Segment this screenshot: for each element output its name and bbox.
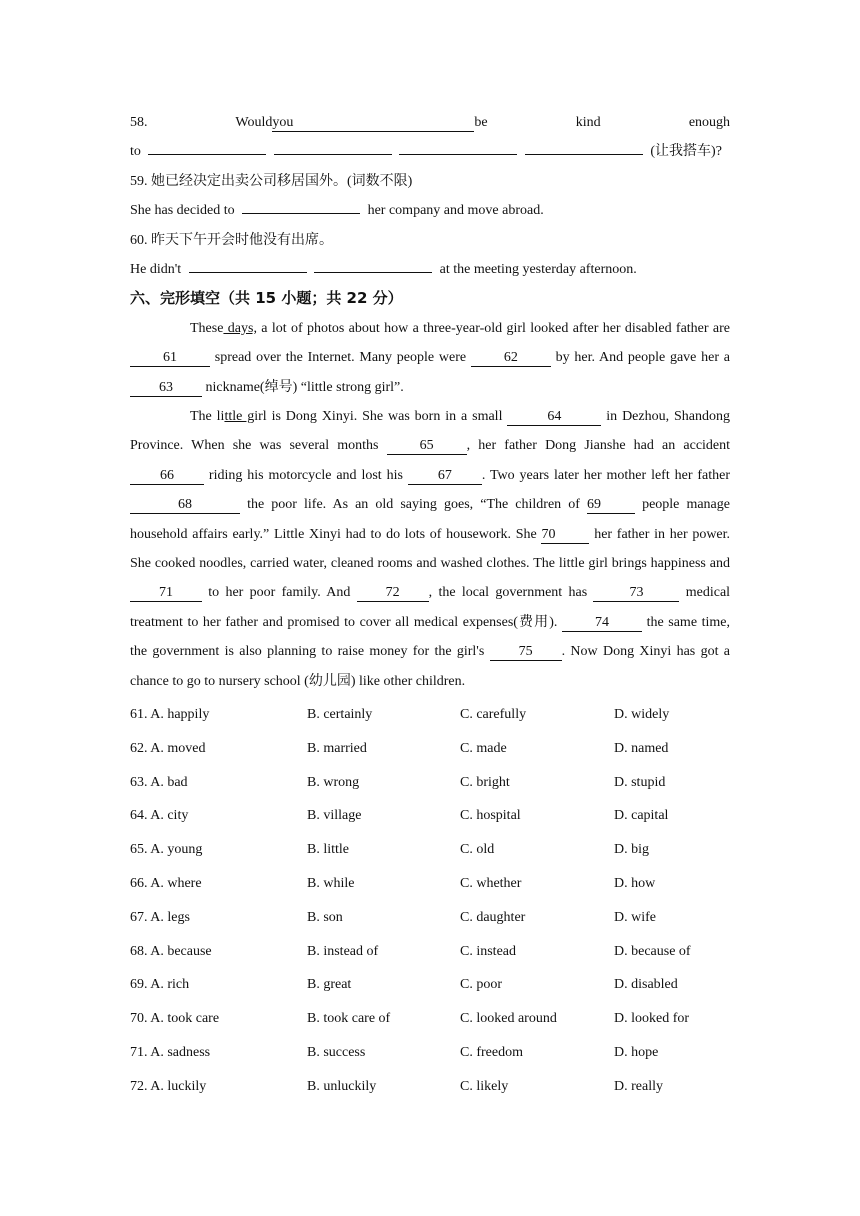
option-choice[interactable]: C. carefully (460, 707, 527, 723)
option-choice[interactable]: 61. A. happily (130, 707, 210, 723)
q58-blank[interactable]: you (272, 115, 474, 132)
q58-word-would: Wouldyou be (235, 115, 488, 130)
option-choice[interactable]: B. success (307, 1044, 366, 1060)
q59-sentence: She has decided to her company and move abroad. (130, 196, 730, 225)
option-choice[interactable]: B. little (307, 842, 349, 858)
option-choice[interactable]: C. instead (460, 943, 516, 959)
option-choice[interactable]: C. daughter (460, 909, 526, 925)
option-choice[interactable]: B. wrong (307, 774, 360, 790)
blank-61[interactable]: 61 (130, 350, 210, 367)
option-row (130, 867, 730, 901)
option-choice[interactable]: D. widely (614, 707, 670, 723)
option-choice[interactable]: B. married (307, 740, 367, 756)
option-choice[interactable]: D. looked for (614, 1011, 690, 1027)
blank-62[interactable]: 62 (471, 350, 551, 367)
option-choice[interactable]: 65. A. young (130, 842, 203, 858)
option-row (130, 935, 730, 969)
option-choice[interactable]: B. certainly (307, 707, 373, 723)
option-choice[interactable]: C. poor (460, 977, 502, 993)
option-row (130, 1070, 730, 1104)
option-choice[interactable]: 71. A. sadness (130, 1044, 211, 1060)
option-choice[interactable]: 66. A. where (130, 876, 202, 891)
q58-line-1 (130, 108, 730, 137)
option-row (130, 968, 730, 1002)
option-choice[interactable]: B. village (307, 808, 362, 824)
option-choice[interactable]: 67. A. legs (130, 909, 190, 925)
q58-to: to (130, 144, 141, 160)
option-choice[interactable]: 72. A. luckily (130, 1078, 207, 1094)
option-choice[interactable]: 69. A. rich (130, 977, 190, 993)
option-choice[interactable]: C. whether (460, 876, 522, 891)
passage-paragraph-1: These days, a lot of photos about how a three-year-old girl looked after her disabled father are 61 spread over the Internet. Many people were 62 by her. And people gave her a 63 nickname(绰号) “little strong girl”. (130, 314, 730, 402)
blank-64[interactable]: 64 (507, 409, 601, 426)
blank-66[interactable]: 66 (130, 468, 204, 485)
option-choice[interactable]: B. son (307, 909, 343, 925)
option-row (130, 833, 730, 867)
blank-69[interactable]: 69 (587, 497, 635, 514)
option-choice[interactable]: D. disabled (614, 977, 678, 993)
option-choice[interactable]: C. bright (460, 774, 510, 790)
blank-71[interactable]: 71 (130, 585, 202, 602)
worksheet-page (130, 108, 730, 1104)
blank-63[interactable]: 63 (130, 380, 202, 397)
option-choice[interactable]: D. really (614, 1078, 663, 1094)
q58-blank-4[interactable] (525, 138, 643, 155)
q58-blank-1[interactable] (148, 138, 266, 155)
option-choice[interactable]: B. while (307, 876, 355, 891)
q58-number: 58. (130, 115, 148, 130)
answer-options (130, 698, 730, 1104)
option-choice[interactable]: C. old (460, 842, 495, 858)
option-choice[interactable]: 62. A. moved (130, 740, 206, 756)
option-row (130, 698, 730, 732)
q60-sentence: He didn't at the meeting yesterday afternoon. (130, 255, 730, 284)
option-choice[interactable]: B. took care of (307, 1011, 391, 1027)
q60-prompt: 60. 昨天下午开会时他没有出席。 (130, 232, 333, 248)
option-row (130, 1036, 730, 1070)
q58-hint: (让我搭车)? (650, 144, 722, 160)
option-choice[interactable]: D. big (614, 842, 649, 858)
option-choice[interactable]: C. made (460, 740, 507, 756)
option-choice[interactable]: B. instead of (307, 943, 379, 959)
option-choice[interactable]: D. stupid (614, 774, 666, 790)
q58-blank-2[interactable] (274, 138, 392, 155)
option-choice[interactable]: 63. A. bad (130, 774, 188, 790)
option-row (130, 732, 730, 766)
blank-74[interactable]: 74 (562, 615, 642, 632)
q58-blank-3[interactable] (399, 138, 517, 155)
q60-blank-2[interactable] (314, 256, 432, 273)
option-choice[interactable]: D. named (614, 740, 669, 756)
blank-68[interactable]: 68 (130, 497, 240, 514)
q58-word-enough: enough (688, 115, 731, 130)
option-choice[interactable]: D. because of (614, 943, 691, 959)
blank-73[interactable]: 73 (593, 585, 679, 602)
q58-line-2 (130, 137, 730, 166)
option-row (130, 901, 730, 935)
option-choice[interactable]: C. looked around (460, 1011, 557, 1027)
q59-blank[interactable] (242, 197, 360, 214)
option-choice[interactable]: C. likely (460, 1078, 509, 1094)
blank-67[interactable]: 67 (408, 468, 482, 485)
option-row (130, 1002, 730, 1036)
option-row (130, 766, 730, 800)
option-choice[interactable]: D. wife (614, 909, 656, 925)
option-choice[interactable]: C. freedom (460, 1044, 523, 1060)
passage-paragraph-2: The little girl is Dong Xinyi. She was born in a small 64 in Dezhou, Shandong Province. When she was several months 65 , her father Dong Jianshe had an accident 66 riding his motorcycle and lost his 67 . Two years later her mother left her father 68 the poor life. As an old saying goes, “The children of 69 people manage household affairs early.” Little Xinyi had to do lots of housework. She 70 her father in her power. She cooked noodles, carried water, cleaned rooms and washed clothes. The little girl brings happiness and 71 to her poor family. And 72 , the local government has 73 medical treatment to her father and promised to cover all medical expenses(费用). 74 the same time, the government is also planning to raise money for the girl's 75 . Now Dong Xinyi has got a chance to go to nursery school (幼儿园) like other children. (130, 408, 731, 689)
blank-75[interactable]: 75 (490, 644, 562, 661)
blank-65[interactable]: 65 (387, 438, 467, 455)
section-title: 六、完形填空（共 15 小题；共 22 分） (130, 289, 403, 308)
option-choice[interactable]: D. capital (614, 808, 669, 824)
option-choice[interactable]: B. great (307, 977, 352, 993)
blank-72[interactable]: 72 (357, 585, 429, 602)
option-choice[interactable]: 68. A. because (130, 943, 212, 959)
q58-word-kind: kind (575, 115, 601, 130)
q59-prompt: 59. 她已经决定出卖公司移居国外。(词数不限) (130, 173, 413, 189)
option-choice[interactable]: B. unluckily (307, 1078, 377, 1094)
option-row (130, 799, 730, 833)
option-choice[interactable]: D. hope (614, 1044, 659, 1060)
option-choice[interactable]: 70. A. took care (130, 1011, 220, 1027)
option-choice[interactable]: C. hospital (460, 808, 521, 824)
q60-blank-1[interactable] (189, 256, 307, 273)
blank-70[interactable]: 70 (541, 527, 589, 544)
option-choice[interactable]: 64. A. city (130, 808, 189, 824)
option-choice[interactable]: D. how (614, 876, 656, 891)
